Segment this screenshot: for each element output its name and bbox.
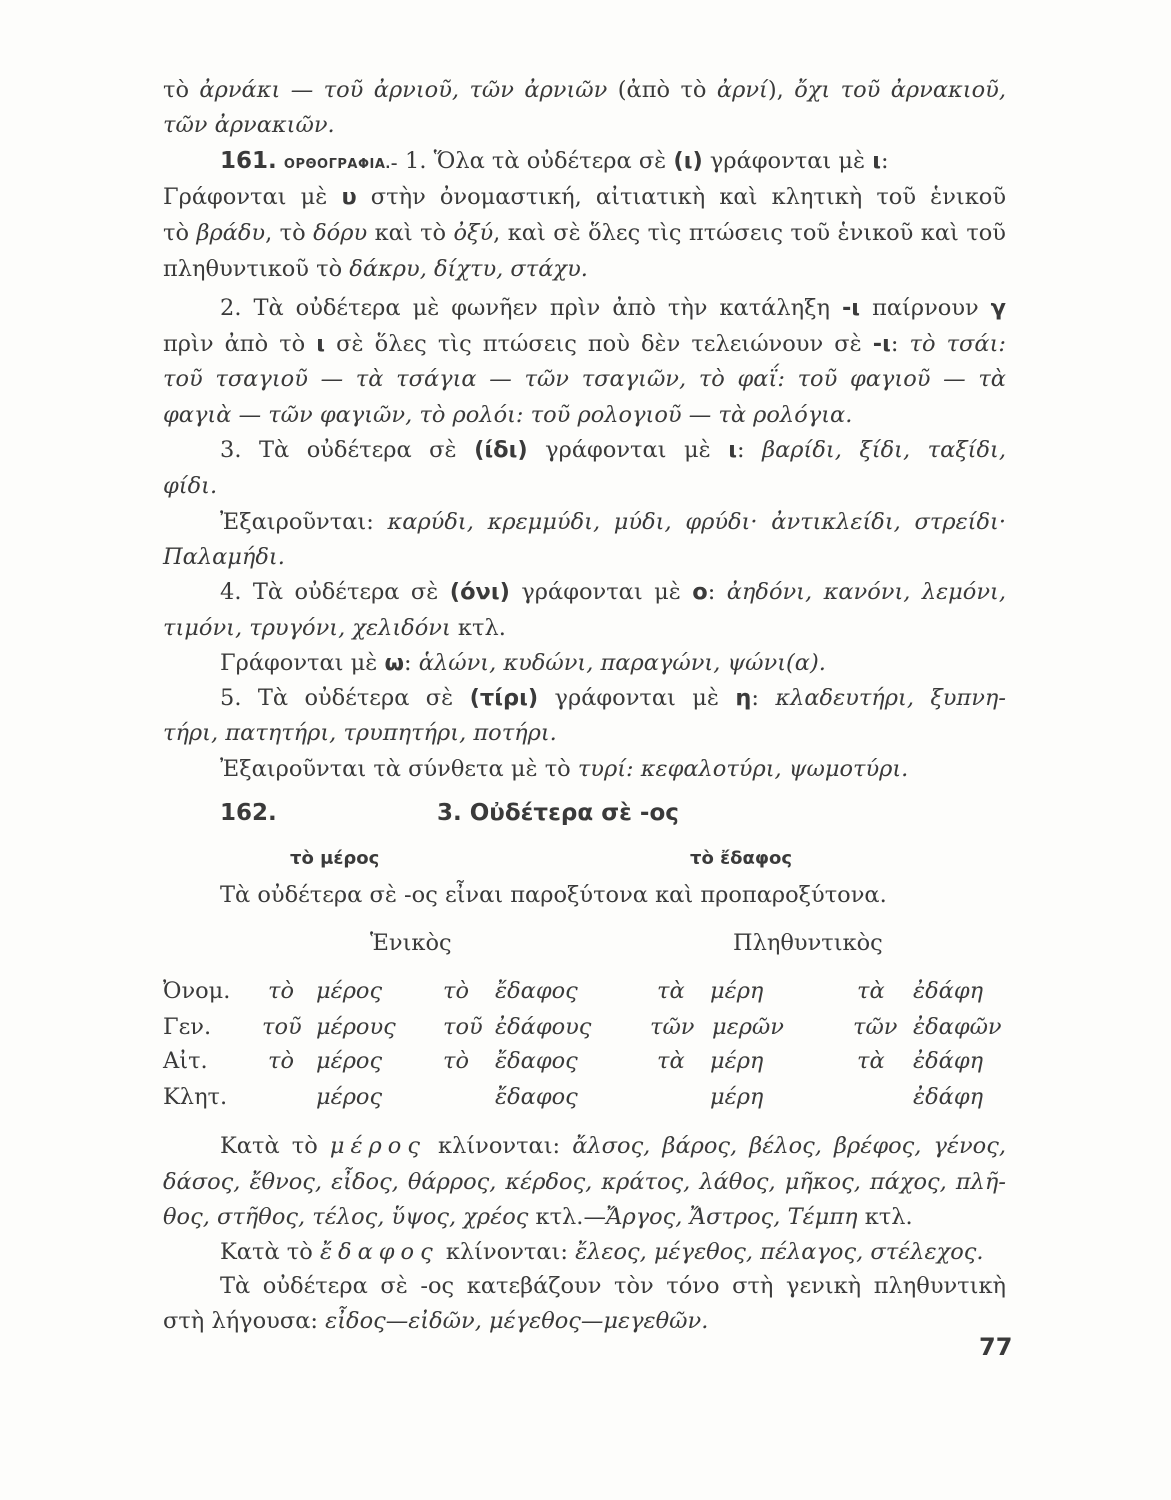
text-line: Γράφονται μὲ υ στὴν ὀνομαστική, αἰτιατικὴ καὶ κλητικὴ τοῦ ἑνικοῦ [163, 184, 1006, 210]
case-label: Ὀνομ. [163, 978, 231, 1004]
text-line: τὸ βράδυ, τὸ δόρυ καὶ τὸ ὀξύ, καὶ σὲ ὅλες τὶς πτώσεις τοῦ ἑνικοῦ καὶ τοῦ [163, 220, 1006, 246]
form: μέρη [710, 978, 764, 1004]
text-line: Γράφονται μὲ ω: ἁλώνι, κυδώνι, παραγώνι, ψώνι(α). [220, 650, 826, 676]
article: τῶν [650, 1014, 695, 1040]
section-162-title: 3. Οὐδέτερα σὲ -ος [437, 800, 679, 826]
article: τὸ [268, 978, 294, 1004]
case-label: Αἰτ. [163, 1048, 208, 1074]
form: μέρους [316, 1014, 396, 1040]
paragraph-2: 2. Τὰ οὐδέτερα μὲ φωνῆεν πρὶν ἀπὸ τὴν κατάληξη -ι παίρνουν γ [220, 295, 1006, 321]
example-word-2: τὸ ἔδαφος [690, 848, 792, 869]
form: μέρος [316, 1048, 383, 1074]
singular-header: Ἑνικὸς [370, 930, 452, 956]
article: τοῦ [443, 1014, 483, 1040]
text-line: τιμόνι, τρυγόνι, χελιδόνι κτλ. [163, 615, 506, 641]
text-line: τήρι, πατητήρι, τρυπητήρι, ποτήρι. [163, 720, 557, 746]
text-line: θος, στῆθος, τέλος, ὕψος, χρέος κτλ.—Ἄργος, Ἄστρος, Τέμπη κτλ. [163, 1204, 913, 1230]
article: τὸ [443, 1048, 469, 1074]
form: μέρη [710, 1048, 764, 1074]
text-line: τῶν ἀρνακιῶν. [163, 112, 335, 138]
intro-text: Τὰ οὐδέτερα σὲ -ος εἶναι παροξύτονα καὶ προπαροξύτονα. [220, 882, 887, 908]
article: τὰ [857, 1048, 885, 1074]
text-line: πληθυντικοῦ τὸ δάκρυ, δίχτυ, στάχυ. [163, 256, 588, 282]
form: μέρος [316, 978, 383, 1004]
form: ἔδαφος [495, 978, 578, 1004]
form: ἐδάφη [913, 1048, 984, 1074]
paragraph-3: 3. Τὰ οὐδέτερα σὲ (ίδι) γράφονται μὲ ι: βαρίδι, ξίδι, ταξίδι, [220, 437, 1006, 463]
form: ἔδαφος [495, 1048, 578, 1074]
article: τῶν [853, 1014, 898, 1040]
text-line: δάσος, ἔθνος, εἶδος, θάρρος, κέρδος, κράτος, λάθος, μῆκος, πάχος, πλῆ- [163, 1169, 1006, 1195]
text-line: φαγιὰ — τῶν φαγιῶν, τὸ ρολόι: τοῦ ρολογιοῦ — τὰ ρολόγια. [163, 402, 853, 428]
paragraph-4: 4. Τὰ οὐδέτερα σὲ (όνι) γράφονται μὲ ο: ἀηδόνι, κανόνι, λεμόνι, [220, 579, 1007, 605]
article: τὰ [857, 978, 885, 1004]
section-161-heading: 161. ΟΡΘΟΓΡΑΦΙΑ.– 1. Ὅλα τὰ οὐδέτερα σὲ (ι) γράφονται μὲ ι: [220, 148, 889, 174]
text-line: Παλαμήδι. [163, 544, 285, 570]
text-line: πρὶν ἀπὸ τὸ ι σὲ ὅλες τὶς πτώσεις ποὺ δὲν τελειώνουν σὲ -ι: τὸ τσάι: [163, 331, 1006, 357]
form: ἐδάφη [913, 978, 984, 1004]
section-162-number: 162. [220, 800, 277, 826]
form: ἐδάφη [913, 1084, 984, 1110]
text-line: στὴ λήγουσα: εἶδος—εἰδῶν, μέγεθος—μεγεθῶν. [163, 1308, 709, 1334]
form: μέρος [316, 1084, 383, 1110]
page-number: 77 [979, 1333, 1013, 1361]
paragraph-accent: Τὰ οὐδέτερα σὲ -ος κατεβάζουν τὸν τόνο στὴ γενικὴ πληθυντικὴ [220, 1273, 1006, 1299]
text-line: τοῦ τσαγιοῦ — τὰ τσάγια — τῶν τσαγιῶν, τὸ φαΐ: τοῦ φαγιοῦ — τὰ [163, 366, 1006, 392]
paragraph-meros: Κατὰ τὸ μέρος κλίνονται: ἄλσος, βάρος, βέλος, βρέφος, γένος, [220, 1133, 1006, 1159]
example-word-1: τὸ μέρος [290, 848, 380, 869]
exceptions-2: Ἐξαιροῦνται τὰ σύνθετα μὲ τὸ τυρί: κεφαλοτύρι, ψωμοτύρι. [220, 756, 909, 782]
case-label: Κλητ. [163, 1084, 228, 1110]
article: τὰ [657, 1048, 685, 1074]
paragraph-edafos: Κατὰ τὸ ἔδαφος κλίνονται: ἔλεος, μέγεθος, πέλαγος, στέλεχος. [220, 1239, 984, 1265]
article: τὸ [268, 1048, 294, 1074]
form: μερῶν [712, 1014, 784, 1040]
case-label: Γεν. [163, 1014, 212, 1040]
exceptions-1: Ἐξαιροῦνται: καρύδι, κρεμμύδι, μύδι, φρύδι· ἀντικλείδι, στρείδι· [220, 509, 1006, 535]
article: τοῦ [262, 1014, 302, 1040]
text-line: τὸ ἀρνάκι — τοῦ ἀρνιοῦ, τῶν ἀρνιῶν (ἀπὸ τὸ ἀρνί), ὄχι τοῦ ἀρνακιοῦ, [163, 77, 1006, 103]
form: μέρη [710, 1084, 764, 1110]
article: τὸ [443, 978, 469, 1004]
form: ἐδαφῶν [913, 1014, 1002, 1040]
article: τὰ [657, 978, 685, 1004]
form: ἐδάφους [495, 1014, 592, 1040]
paragraph-5: 5. Τὰ οὐδέτερα σὲ (τίρι) γράφονται μὲ η: κλαδευτήρι, ξυπνη- [220, 685, 1006, 711]
plural-header: Πληθυντικὸς [733, 930, 883, 956]
text-line: φίδι. [163, 473, 218, 499]
form: ἔδαφος [495, 1084, 578, 1110]
